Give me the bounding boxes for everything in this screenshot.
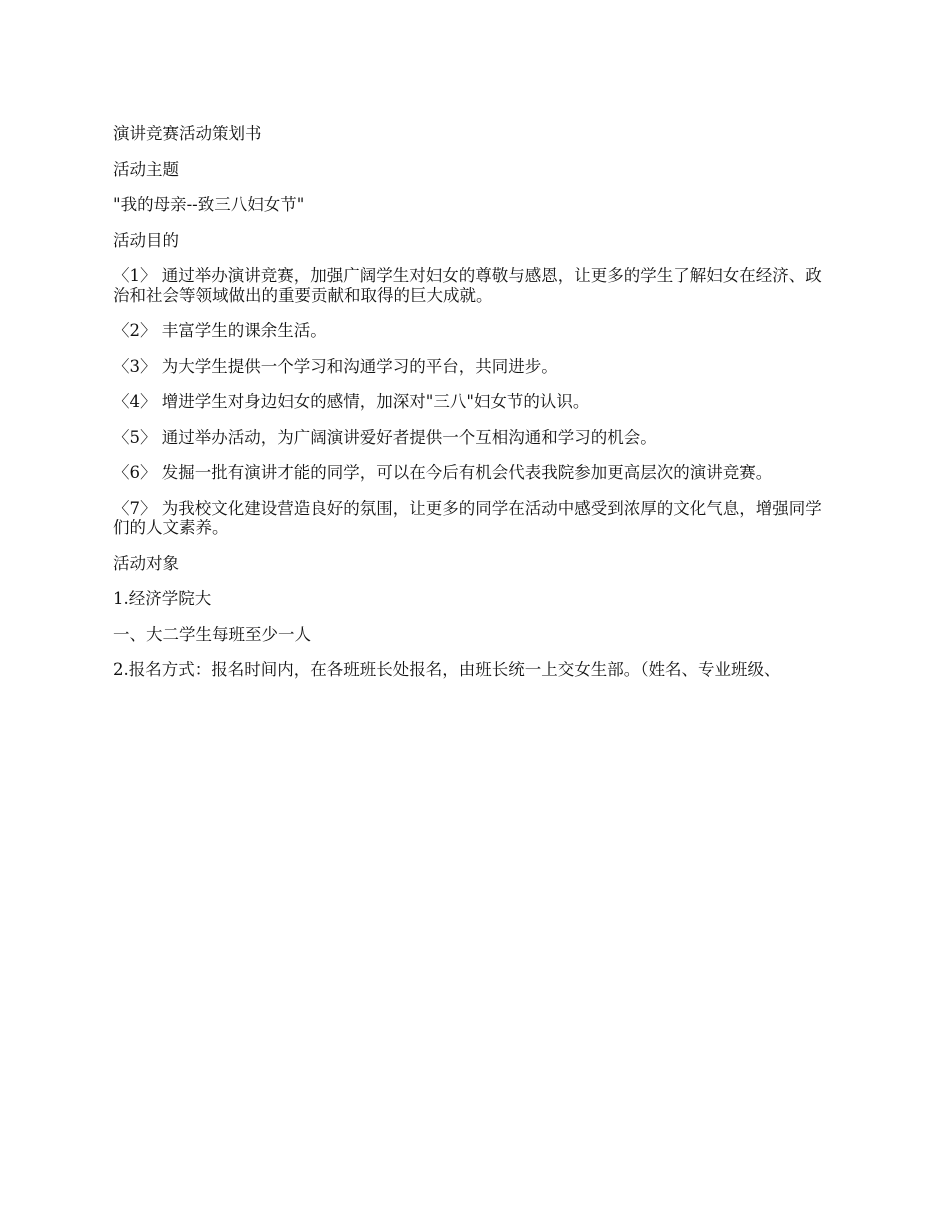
registration-method: 2.报名方式：报名时间内，在各班班长处报名，由班长统一上交女生部。（姓名、专业班级、	[113, 660, 781, 679]
section-heading-purpose: 活动目的	[113, 230, 179, 250]
purpose-item-3: 〈3〉 为大学生提供一个学习和沟通学习的平台，共同进步。	[113, 356, 558, 376]
purpose-item-2: 〈2〉 丰富学生的课余生活。	[113, 321, 327, 340]
purpose-item-4: 〈4〉 增进学生对身边妇女的感情，加深对"三八"妇女节的认识。	[113, 392, 590, 411]
theme-text: "我的母亲--致三八妇女节"	[113, 195, 305, 214]
section-heading-theme: 活动主题	[113, 159, 179, 179]
purpose-item-7: 〈7〉 为我校文化建设营造良好的氛围，让更多的同学在活动中感受到浓厚的文化气息，增强同学们的人文素养。	[113, 498, 822, 537]
purpose-item-1: 〈1〉 通过举办演讲竞赛，加强广阔学生对妇女的尊敬与感恩，让更多的学生了解妇女在经济、政治和社会等领域做出的重要贡献和取得的巨大成就。	[113, 266, 822, 305]
document-page	[113, 124, 835, 696]
section-heading-audience: 活动对象	[113, 553, 179, 573]
document-title: 演讲竞赛活动策划书	[113, 124, 262, 143]
purpose-item-6: 〈6〉 发掘一批有演讲才能的同学，可以在今后有机会代表我院参加更高层次的演讲竞赛。	[113, 463, 773, 482]
audience-item-1: 1.经济学院大	[113, 589, 212, 608]
audience-item-1-continued: 一、大二学生每班至少一人	[113, 624, 311, 644]
purpose-item-5: 〈5〉 通过举办活动，为广阔演讲爱好者提供一个互相沟通和学习的机会。	[113, 427, 657, 447]
